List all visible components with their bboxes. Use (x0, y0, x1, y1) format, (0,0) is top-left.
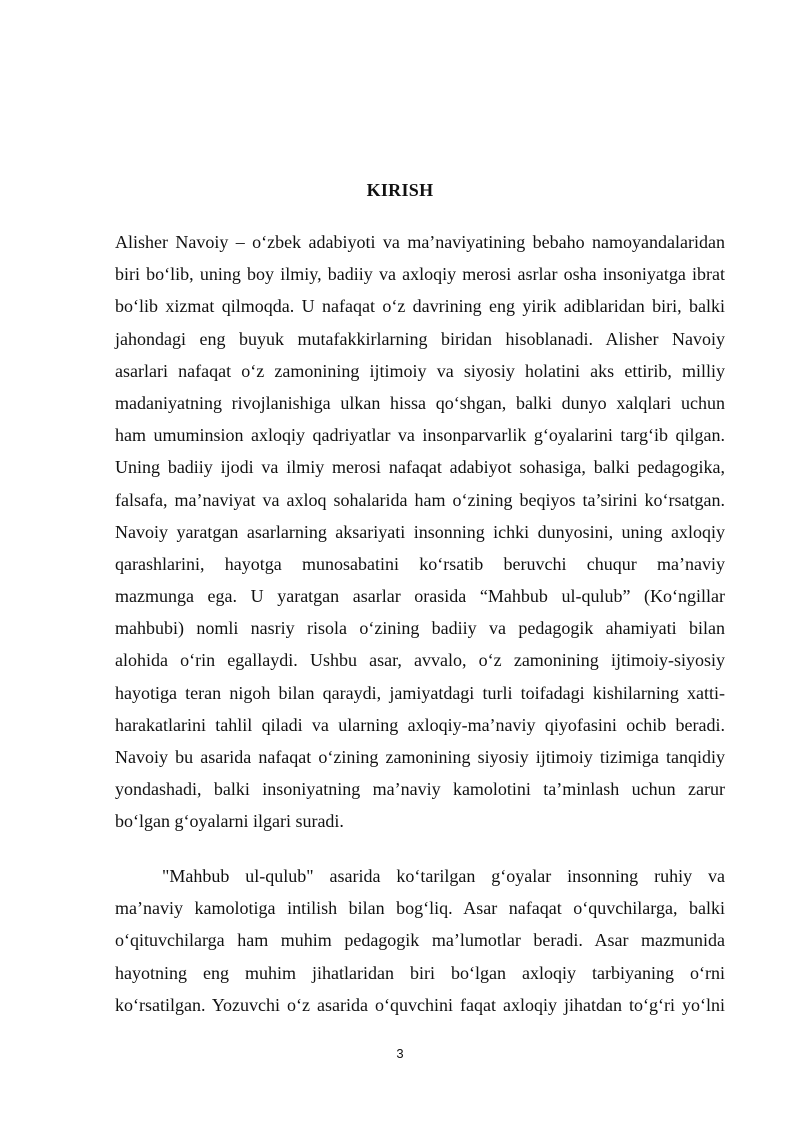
text-line: harakatlarini tahlil qiladi va ularning axloqiy-ma’naviy qiyofasini ochib beradi. (115, 714, 725, 735)
text-line: hayotiga teran nigoh bilan qaraydi, jamiyatdagi turli toifadagi kishilarning xatti- (115, 682, 725, 703)
text-line: mahbubi) nomli nasriy risola o‘zining badiiy va pedagogik ahamiyati bilan (115, 618, 725, 639)
text-line: Navoiy bu asarida nafaqat o‘zining zamonining siyosiy ijtimoiy tizimiga tanqidiy (115, 747, 725, 767)
text-line: biri bo‘lib, uning boy ilmiy, badiiy va axloqiy merosi asrlar osha insoniyatga ibrat (115, 264, 725, 285)
text-line: bo‘lib xizmat qilmoqda. U nafaqat o‘z davrining eng yirik adiblaridan biri, balki (115, 296, 725, 317)
text-line: "Mahbub ul-qulub" asarida ko‘tarilgan g‘oyalar insonning ruhiy va (162, 866, 725, 886)
text-line: ma’naviy kamolotiga intilish bilan bog‘liq. Asar nafaqat o‘quvchilarga, balki (115, 898, 725, 919)
text-line: qarashlarini, hayotga munosabatini ko‘rsatib beruvchi chuqur ma’naviy (115, 553, 725, 574)
text-line: alohida o‘rin egallaydi. Ushbu asar, avvalo, o‘z zamonining ijtimoiy-siyosiy (115, 650, 725, 671)
text-line: Alisher Navoiy – o‘zbek adabiyoti va ma’naviyatining bebaho namoyandalaridan (115, 232, 725, 252)
text-line: jahondagi eng buyuk mutafakkirlarning biridan hisoblanadi. Alisher Navoiy (115, 328, 725, 349)
text-line: mazmunga ega. U yaratgan asarlar orasida “Mahbub ul-qulub” (Ko‘ngillar (115, 586, 725, 607)
paragraph-1 (115, 226, 725, 838)
text-line: falsafa, ma’naviyat va axloq sohalarida ham o‘zining beqiyos ta’sirini ko‘rsatgan. (115, 489, 725, 510)
text-line: o‘qituvchilarga ham muhim pedagogik ma’lumotlar beradi. Asar mazmunida (115, 930, 725, 951)
text-line: Navoiy yaratgan asarlarning aksariyati insonning ichki dunyosini, uning axloqiy (115, 521, 725, 542)
page-number: 3 (396, 1046, 404, 1061)
text-line: madaniyatning rivojlanishiga ulkan hissa qo‘shgan, balki dunyo xalqlari uchun (115, 392, 725, 413)
paragraph-2 (115, 860, 725, 1021)
section-heading: KIRISH (366, 180, 434, 200)
text-line: yondashadi, balki insoniyatning ma’naviy kamolotini ta’minlash uchun zarur (115, 779, 725, 800)
text-line: ko‘rsatilgan. Yozuvchi o‘z asarida o‘quvchini faqat axloqiy jihatdan to‘g‘ri yo‘lni (115, 994, 725, 1015)
text-line: bo‘lgan g‘oyalarni ilgari suradi. (115, 811, 344, 832)
text-line: asarlari nafaqat o‘z zamonining ijtimoiy va siyosiy holatini aks ettirib, milliy (115, 360, 725, 381)
text-line: ham umuminsion axloqiy qadriyatlar va insonparvarlik g‘oyalarini targ‘ib qilgan. (115, 425, 725, 446)
text-line: hayotning eng muhim jihatlaridan biri bo‘lgan axloqiy tarbiyaning o‘rni (115, 962, 725, 983)
text-line: Uning badiiy ijodi va ilmiy merosi nafaqat adabiyot sohasiga, balki pedagogika, (115, 457, 725, 478)
